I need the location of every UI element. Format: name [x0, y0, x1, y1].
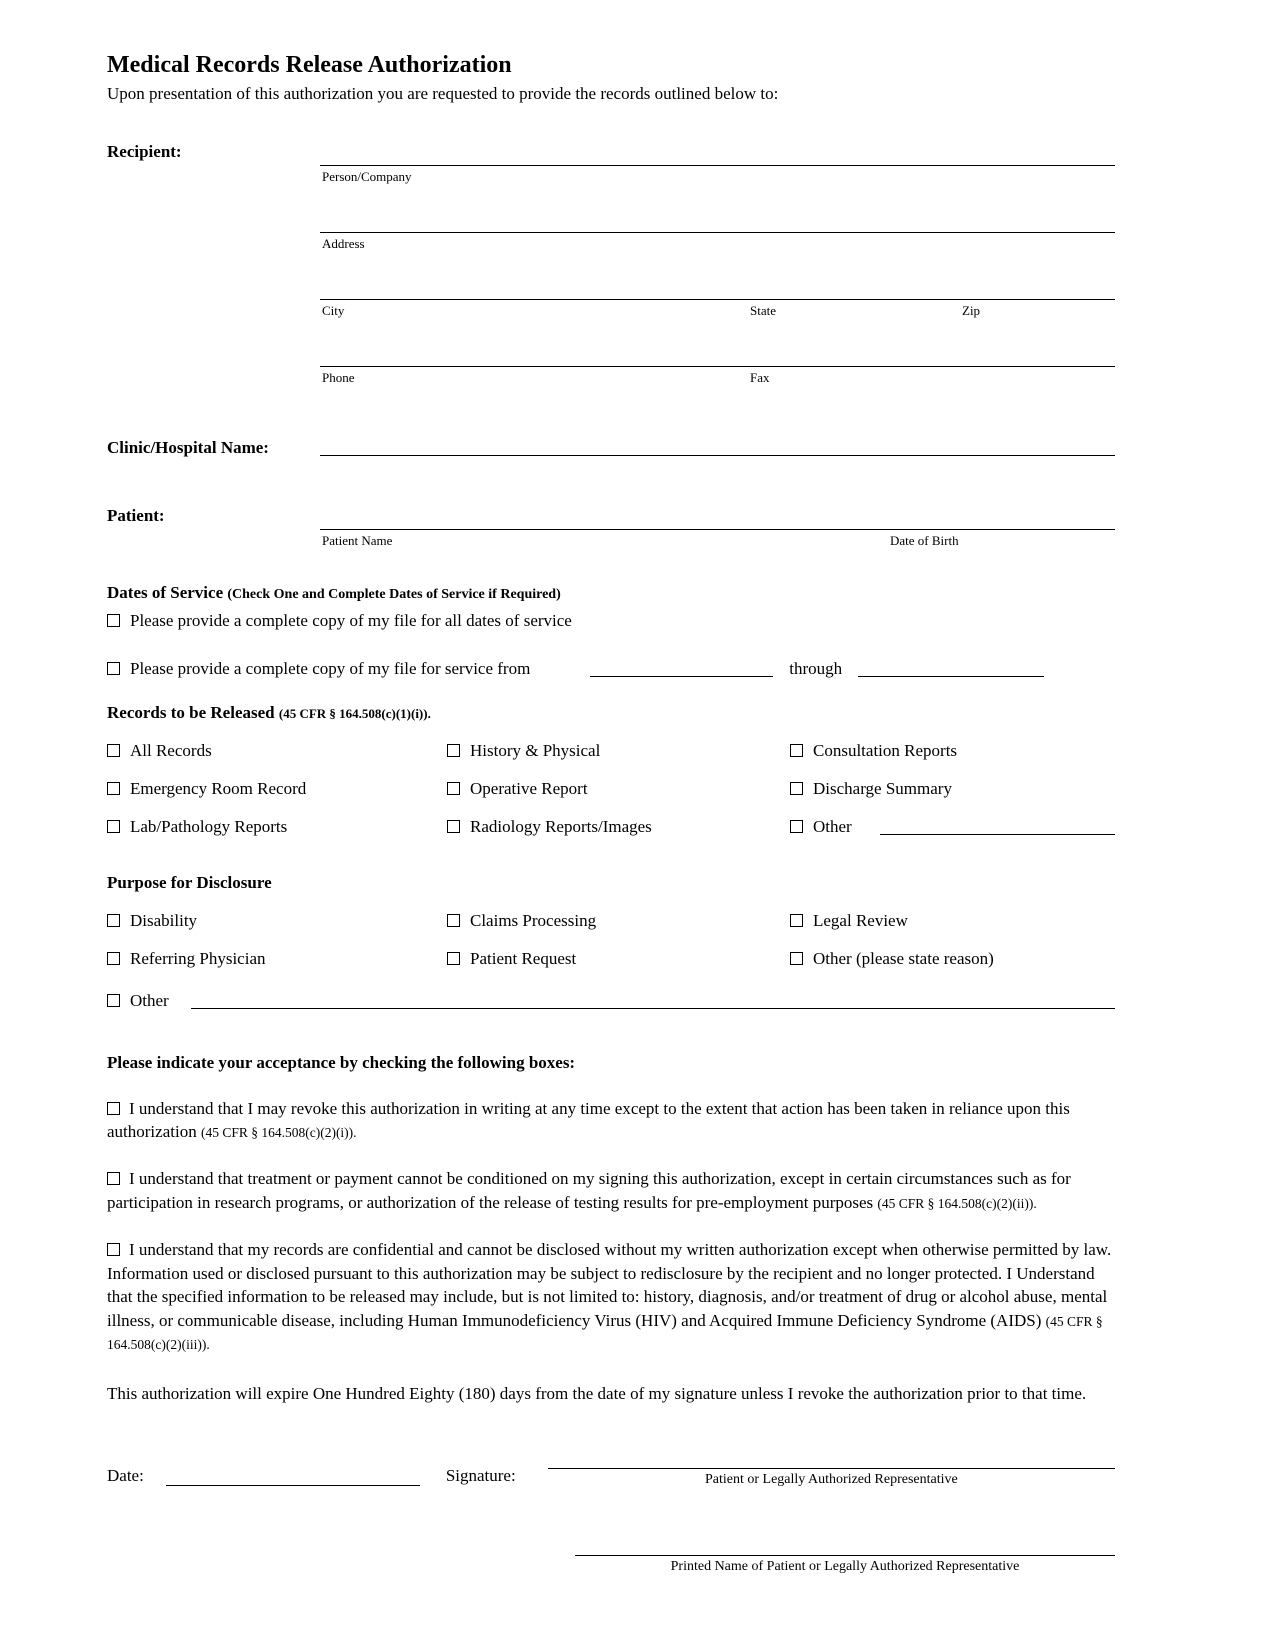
legal-review-label: Legal Review — [813, 910, 908, 930]
dates-of-service-heading — [107, 583, 1115, 603]
phone-fax-group — [320, 343, 1115, 386]
purpose-item-other-reason — [790, 949, 1115, 969]
records-item-consultation-reports — [790, 741, 1115, 761]
acceptance-heading: Please indicate your acceptance by checking the following boxes: — [107, 1052, 576, 1072]
intro-text: Upon presentation of this authorization you are requested to provide the records outlined below to: — [107, 83, 779, 103]
address-input[interactable] — [320, 209, 1115, 233]
other-reason-checkbox[interactable] — [790, 952, 803, 965]
emergency-room-record-label: Emergency Room Record — [130, 778, 307, 798]
other-reason-label: Other (please state reason) — [813, 948, 994, 968]
all-dates-option-row — [107, 611, 1115, 631]
discharge-summary-label: Discharge Summary — [813, 778, 952, 798]
signature-caption: Patient or Legally Authorized Representative — [705, 1472, 958, 1488]
printed-name-row — [575, 1534, 1115, 1575]
service-through-date-input[interactable] — [858, 659, 1044, 677]
consultation-reports-checkbox[interactable] — [790, 744, 803, 757]
purpose-other-checkbox[interactable] — [107, 994, 120, 1007]
signature-row — [107, 1447, 1115, 1488]
confidential-checkbox[interactable] — [107, 1243, 120, 1256]
referring-physician-checkbox[interactable] — [107, 952, 120, 965]
date-range-option-row — [107, 659, 1115, 679]
discharge-summary-checkbox[interactable] — [790, 782, 803, 795]
patient-request-label: Patient Request — [470, 948, 577, 968]
purpose-item-disability — [107, 911, 447, 931]
recipient-fields — [320, 142, 1115, 386]
signature-field — [548, 1447, 1115, 1488]
patient-name-dob-input[interactable] — [320, 506, 1115, 530]
city-state-zip-labels — [320, 300, 1115, 319]
records-item-other — [790, 817, 1115, 837]
conditioning-cite: (45 CFR § 164.508(c)(2)(ii)). — [877, 1195, 1037, 1211]
purpose-item-claims-processing — [447, 911, 790, 931]
conditioning-text: I understand that treatment or payment cannot be conditioned on my signing this authorization, except in certain circumstances such as for participation in research programs, or authorization of the release of testing results for pre-employment purposes — [107, 1169, 1071, 1212]
revoke-text: I understand that I may revoke this authorization in writing at any time except to the extent that action has been taken in reliance upon this authorization — [107, 1098, 1070, 1141]
purpose-other-row — [107, 991, 1115, 1011]
radiology-reports-images-checkbox[interactable] — [447, 820, 460, 833]
referring-physician-label: Referring Physician — [130, 948, 266, 968]
zip-label: Zip — [962, 302, 981, 318]
dates-of-service-title: Dates of Service — [107, 582, 224, 602]
disability-label: Disability — [130, 910, 198, 930]
person-company-group — [320, 142, 1115, 185]
patient-name-label: Patient Name — [322, 532, 393, 548]
revoke-cite: (45 CFR § 164.508(c)(2)(i)). — [200, 1124, 357, 1140]
records-other-input[interactable] — [880, 817, 1115, 835]
expiry-text: This authorization will expire One Hundred Eighty (180) days from the date of my signature unless I revoke the authorization prior to that time. — [107, 1383, 1087, 1403]
dates-of-service-note: (Check One and Complete Dates of Service if Required) — [227, 586, 561, 602]
purpose-item-legal-review — [790, 911, 1115, 931]
records-grid — [107, 741, 1115, 837]
printed-name-caption: Printed Name of Patient or Legally Authorized Representative — [670, 1559, 1020, 1575]
records-item-emergency-room-record — [107, 779, 447, 799]
date-input[interactable] — [166, 1464, 420, 1486]
clinic-name-input[interactable] — [320, 432, 1115, 456]
patient-label: Patient: — [107, 505, 165, 525]
consultation-reports-label: Consultation Reports — [813, 740, 958, 760]
records-item-operative-report — [447, 779, 790, 799]
date-of-birth-label: Date of Birth — [890, 532, 959, 548]
patient-name-dob-labels — [320, 530, 1115, 549]
radiology-reports-images-label: Radiology Reports/Images — [470, 816, 652, 836]
purpose-other-label: Other — [130, 990, 169, 1010]
state-label: State — [750, 302, 776, 318]
clinic-label: Clinic/Hospital Name: — [107, 437, 269, 457]
revoke-checkbox[interactable] — [107, 1102, 120, 1115]
records-other-label: Other — [813, 816, 852, 836]
claims-processing-checkbox[interactable] — [447, 914, 460, 927]
records-item-radiology-reports-images — [447, 817, 790, 837]
confidential-cite: (45 CFR § 164.508(c)(2)(iii)). — [107, 1313, 1103, 1353]
records-title: Records to be Released — [107, 702, 275, 722]
acceptance-paragraph-revoke — [107, 1097, 1115, 1144]
purpose-other-input[interactable] — [191, 991, 1115, 1009]
records-cite: (45 CFR § 164.508(c)(1)(i)). — [278, 705, 431, 721]
date-range-checkbox[interactable] — [107, 662, 120, 675]
recipient-label: Recipient: — [107, 141, 182, 161]
phone-fax-input[interactable] — [320, 343, 1115, 367]
date-label: Date: — [107, 1466, 144, 1486]
lab-pathology-reports-label: Lab/Pathology Reports — [130, 816, 288, 836]
signature-label: Signature: — [445, 1466, 516, 1486]
phone-label: Phone — [322, 369, 355, 385]
city-label: City — [322, 302, 345, 318]
all-dates-option-label: Please provide a complete copy of my file for all dates of service — [130, 610, 572, 630]
phone-fax-labels — [320, 367, 1115, 386]
patient-name-dob-group — [320, 506, 1115, 549]
purpose-item-referring-physician — [107, 949, 447, 969]
city-state-zip-input[interactable] — [320, 276, 1115, 300]
purpose-grid — [107, 911, 1115, 969]
person-company-label: Person/Company — [322, 168, 412, 184]
history-physical-label: History & Physical — [470, 740, 601, 760]
address-group — [320, 209, 1115, 252]
patient-fields — [320, 506, 1115, 549]
records-other-checkbox[interactable] — [790, 820, 803, 833]
history-physical-checkbox[interactable] — [447, 744, 460, 757]
records-item-all-records — [107, 741, 447, 761]
signature-input[interactable] — [548, 1447, 1115, 1469]
disability-checkbox[interactable] — [107, 914, 120, 927]
address-label: Address — [322, 235, 365, 251]
confidential-text: I understand that my records are confidential and cannot be disclosed without my written authorization except when otherwise permitted by law. Information used or disclosed pursuant to this authorization may be subject to redisclosure by the recipient and no longer protected. I Understand that the specified information to be released may include, but is not limited to: history, diagnosis, and/or treatment of drug or alcohol abuse, mental illness, or communicable disease, including Human Immunodeficiency Virus (HIV) and Acquired Immune Deficiency Syndrome (AIDS) — [107, 1240, 1112, 1330]
emergency-room-record-checkbox[interactable] — [107, 782, 120, 795]
records-item-history-physical — [447, 741, 790, 761]
all-records-label: All Records — [130, 740, 212, 760]
recipient-section — [107, 142, 1115, 386]
records-item-lab-pathology-reports — [107, 817, 447, 837]
city-state-zip-group — [320, 276, 1115, 319]
claims-processing-label: Claims Processing — [470, 910, 597, 930]
page-title: Medical Records Release Authorization — [107, 52, 512, 78]
legal-review-checkbox[interactable] — [790, 914, 803, 927]
clinic-section — [107, 432, 1115, 458]
date-range-option-label: Please provide a complete copy of my file for service from — [130, 658, 531, 678]
records-heading — [107, 703, 1115, 723]
fax-label: Fax — [750, 369, 770, 385]
patient-request-checkbox[interactable] — [447, 952, 460, 965]
acceptance-paragraph-confidential — [107, 1238, 1115, 1355]
acceptance-paragraph-conditioning — [107, 1167, 1115, 1214]
records-item-discharge-summary — [790, 779, 1115, 799]
purpose-heading: Purpose for Disclosure — [107, 872, 272, 892]
patient-section — [107, 506, 1115, 549]
conditioning-checkbox[interactable] — [107, 1172, 120, 1185]
lab-pathology-reports-checkbox[interactable] — [107, 820, 120, 833]
operative-report-label: Operative Report — [470, 778, 588, 798]
all-records-checkbox[interactable] — [107, 744, 120, 757]
operative-report-checkbox[interactable] — [447, 782, 460, 795]
person-company-input[interactable] — [320, 142, 1115, 166]
all-dates-checkbox[interactable] — [107, 614, 120, 627]
service-from-date-input[interactable] — [590, 659, 773, 677]
through-label: through — [789, 658, 843, 678]
printed-name-input[interactable] — [575, 1534, 1115, 1556]
purpose-item-patient-request — [447, 949, 790, 969]
